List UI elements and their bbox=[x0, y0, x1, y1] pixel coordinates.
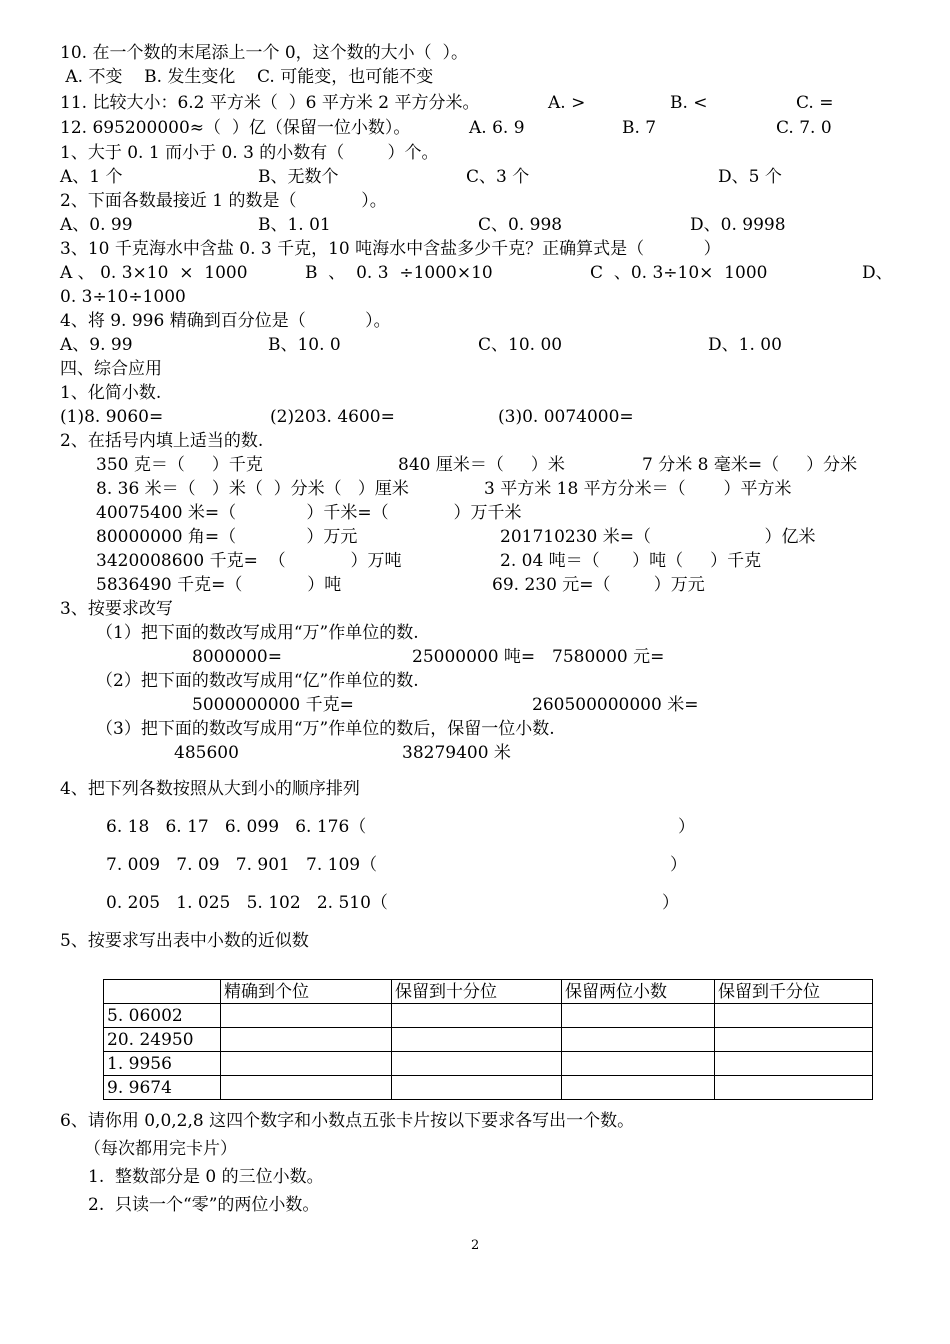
problem-3-part-1-a: 8000000= bbox=[192, 647, 282, 667]
problem-3-part-2-a: 5000000000 千克= bbox=[192, 695, 354, 715]
question-12-option-c: C. 7. 0 bbox=[776, 118, 832, 138]
problem-4-row-1-close: ） bbox=[678, 817, 695, 837]
table-header-cell bbox=[104, 980, 221, 1004]
answer-cell[interactable] bbox=[392, 1004, 562, 1028]
answer-cell[interactable] bbox=[221, 1052, 392, 1076]
problem-1-item-2: (2)203. 4600= bbox=[270, 407, 395, 427]
choice-4-option-d: D、1. 00 bbox=[708, 335, 782, 355]
answer-cell[interactable] bbox=[562, 1052, 715, 1076]
problem-1-item-3: (3)0. 0074000= bbox=[498, 407, 634, 427]
table-row bbox=[104, 1028, 873, 1052]
problem-2-item-10: 2. 04 吨＝（ ）吨（ ）千克 bbox=[500, 551, 762, 571]
choice-3-option-a: A 、 0. 3×10 × 1000 bbox=[60, 263, 248, 283]
problem-2-item-11: 5836490 千克=（ ）吨 bbox=[96, 575, 342, 595]
choice-1-option-d: D、5 个 bbox=[718, 167, 782, 187]
problem-2-item-7: 80000000 角=（ ）万元 bbox=[96, 527, 358, 547]
page-number: 2 bbox=[471, 1238, 480, 1253]
problem-2-item-12: 69. 230 元=（ ）万元 bbox=[492, 575, 705, 595]
problem-2-item-8: 201710230 米=（ ）亿米 bbox=[500, 527, 816, 547]
problem-3-title: 3、按要求改写 bbox=[60, 599, 173, 619]
choice-1: 1、大于 0. 1 而小于 0. 3 的小数有（ ）个。 bbox=[60, 143, 439, 163]
table-row-label: 1. 9956 bbox=[104, 1052, 221, 1076]
problem-6-item-1: 1. 整数部分是 0 的三位小数。 bbox=[88, 1167, 324, 1187]
problem-4-title: 4、把下列各数按照从大到小的顺序排列 bbox=[60, 779, 360, 799]
question-10: 10. 在一个数的末尾添上一个 0，这个数的大小（ ）。 bbox=[60, 43, 468, 63]
problem-2-item-3: 7 分米 8 毫米=（ ）分米 bbox=[642, 455, 858, 475]
choice-4: 4、将 9. 996 精确到百分位是（ ）。 bbox=[60, 311, 391, 331]
problem-3-part-2: （2）把下面的数改写成用“亿”作单位的数. bbox=[96, 671, 419, 691]
choice-3: 3、10 千克海水中含盐 0. 3 千克，10 吨海水中含盐多少千克？正确算式是（ ） bbox=[60, 239, 721, 259]
problem-3-part-1-b: 25000000 吨= bbox=[412, 647, 536, 667]
choice-1-option-a: A、1 个 bbox=[60, 167, 123, 187]
answer-cell[interactable] bbox=[562, 1004, 715, 1028]
choice-3-option-d: D、 bbox=[862, 263, 893, 283]
problem-4-row-3: 0. 205 1. 025 5. 102 2. 510（ bbox=[106, 893, 388, 913]
table-row-label: 9. 9674 bbox=[104, 1076, 221, 1100]
problem-3-part-3-a: 485600 bbox=[174, 743, 239, 763]
answer-cell[interactable] bbox=[715, 1004, 873, 1028]
problem-2-item-2: 840 厘米＝（ ）米 bbox=[398, 455, 565, 475]
question-11-option-b: B. < bbox=[670, 93, 708, 113]
choice-2-option-a: A、0. 99 bbox=[60, 215, 133, 235]
problem-3-part-2-b: 260500000000 米= bbox=[532, 695, 699, 715]
question-11-option-c: C. = bbox=[796, 93, 834, 113]
answer-cell[interactable] bbox=[392, 1076, 562, 1100]
answer-cell[interactable] bbox=[392, 1028, 562, 1052]
problem-2-item-9: 3420008600 千克= （ ）万吨 bbox=[96, 551, 402, 571]
table-row bbox=[104, 1052, 873, 1076]
answer-cell[interactable] bbox=[392, 1052, 562, 1076]
choice-1-option-b: B、无数个 bbox=[258, 167, 339, 187]
problem-6-item-2: 2. 只读一个“零”的两位小数。 bbox=[88, 1195, 320, 1215]
choice-2: 2、下面各数最接近 1 的数是（ ）。 bbox=[60, 191, 387, 211]
problem-4-row-2: 7. 009 7. 09 7. 901 7. 109（ bbox=[106, 855, 378, 875]
table-row bbox=[104, 1004, 873, 1028]
problem-2-title: 2、在括号内填上适当的数. bbox=[60, 431, 264, 451]
problem-2-item-5: 3 平方米 18 平方分米＝（ ）平方米 bbox=[484, 479, 792, 499]
question-12-option-a: A. 6. 9 bbox=[469, 118, 525, 138]
answer-cell[interactable] bbox=[715, 1052, 873, 1076]
answer-cell[interactable] bbox=[715, 1076, 873, 1100]
approximation-table bbox=[103, 979, 873, 1100]
table-row bbox=[104, 1076, 873, 1100]
table-header-row bbox=[104, 980, 873, 1004]
question-12: 12. 695200000≈（ ）亿（保留一位小数）。 bbox=[60, 118, 411, 138]
problem-3-part-3-b: 38279400 米 bbox=[402, 743, 511, 763]
problem-6-title: 6、请你用 0,0,2,8 这四个数字和小数点五张卡片按以下要求各写出一个数。 bbox=[60, 1111, 635, 1131]
problem-1-title: 1、化简小数. bbox=[60, 383, 162, 403]
table-header-cell: 精确到个位 bbox=[221, 980, 392, 1004]
table-header-cell: 保留两位小数 bbox=[562, 980, 715, 1004]
choice-1-option-c: C、3 个 bbox=[466, 167, 530, 187]
table-row-label: 5. 06002 bbox=[104, 1004, 221, 1028]
table-header-cell: 保留到千分位 bbox=[715, 980, 873, 1004]
question-10-options: A. 不变 B. 发生变化 C. 可能变，也可能不变 bbox=[60, 67, 434, 87]
question-12-option-b: B. 7 bbox=[622, 118, 657, 138]
choice-3-option-d-formula: 0. 3÷10÷1000 bbox=[60, 287, 186, 307]
answer-cell[interactable] bbox=[221, 1028, 392, 1052]
problem-3-part-1-c: 7580000 元= bbox=[552, 647, 665, 667]
problem-4-row-2-close: ） bbox=[670, 855, 687, 875]
choice-2-option-c: C、0. 998 bbox=[478, 215, 563, 235]
choice-4-option-b: B、10. 0 bbox=[268, 335, 341, 355]
problem-2-item-1: 350 克＝（ ）千克 bbox=[96, 455, 263, 475]
choice-4-option-c: C、10. 00 bbox=[478, 335, 563, 355]
choice-2-option-b: B、1. 01 bbox=[258, 215, 331, 235]
problem-5-title: 5、按要求写出表中小数的近似数 bbox=[60, 931, 309, 951]
choice-3-option-b: B 、 0. 3 ÷1000×10 bbox=[305, 263, 493, 283]
problem-4-row-1: 6. 18 6. 17 6. 099 6. 176（ bbox=[106, 817, 367, 837]
choice-2-option-d: D、0. 9998 bbox=[690, 215, 786, 235]
problem-3-part-1: （1）把下面的数改写成用“万”作单位的数. bbox=[96, 623, 419, 643]
answer-cell[interactable] bbox=[221, 1004, 392, 1028]
answer-cell[interactable] bbox=[221, 1076, 392, 1100]
answer-cell[interactable] bbox=[562, 1076, 715, 1100]
problem-4-row-3-close: ） bbox=[662, 893, 679, 913]
answer-cell[interactable] bbox=[562, 1028, 715, 1052]
question-11: 11. 比较大小：6.2 平方米（ ）6 平方米 2 平方分米。 bbox=[60, 93, 480, 113]
section-4-title: 四、综合应用 bbox=[60, 359, 162, 379]
choice-4-option-a: A、9. 99 bbox=[60, 335, 133, 355]
table-row-label: 20. 24950 bbox=[104, 1028, 221, 1052]
table-header-cell: 保留到十分位 bbox=[392, 980, 562, 1004]
choice-3-option-c: C 、0. 3÷10× 1000 bbox=[590, 263, 768, 283]
problem-2-item-6: 40075400 米=（ ）千米=（ ）万千米 bbox=[96, 503, 522, 523]
problem-6-note: （每次都用完卡片） bbox=[84, 1139, 237, 1159]
answer-cell[interactable] bbox=[715, 1028, 873, 1052]
problem-1-item-1: (1)8. 9060= bbox=[60, 407, 164, 427]
problem-2-item-4: 8. 36 米＝（ ）米（ ）分米（ ）厘米 bbox=[96, 479, 409, 499]
problem-3-part-3: （3）把下面的数改写成用“万”作单位的数后，保留一位小数. bbox=[96, 719, 555, 739]
question-11-option-a: A. > bbox=[548, 93, 586, 113]
